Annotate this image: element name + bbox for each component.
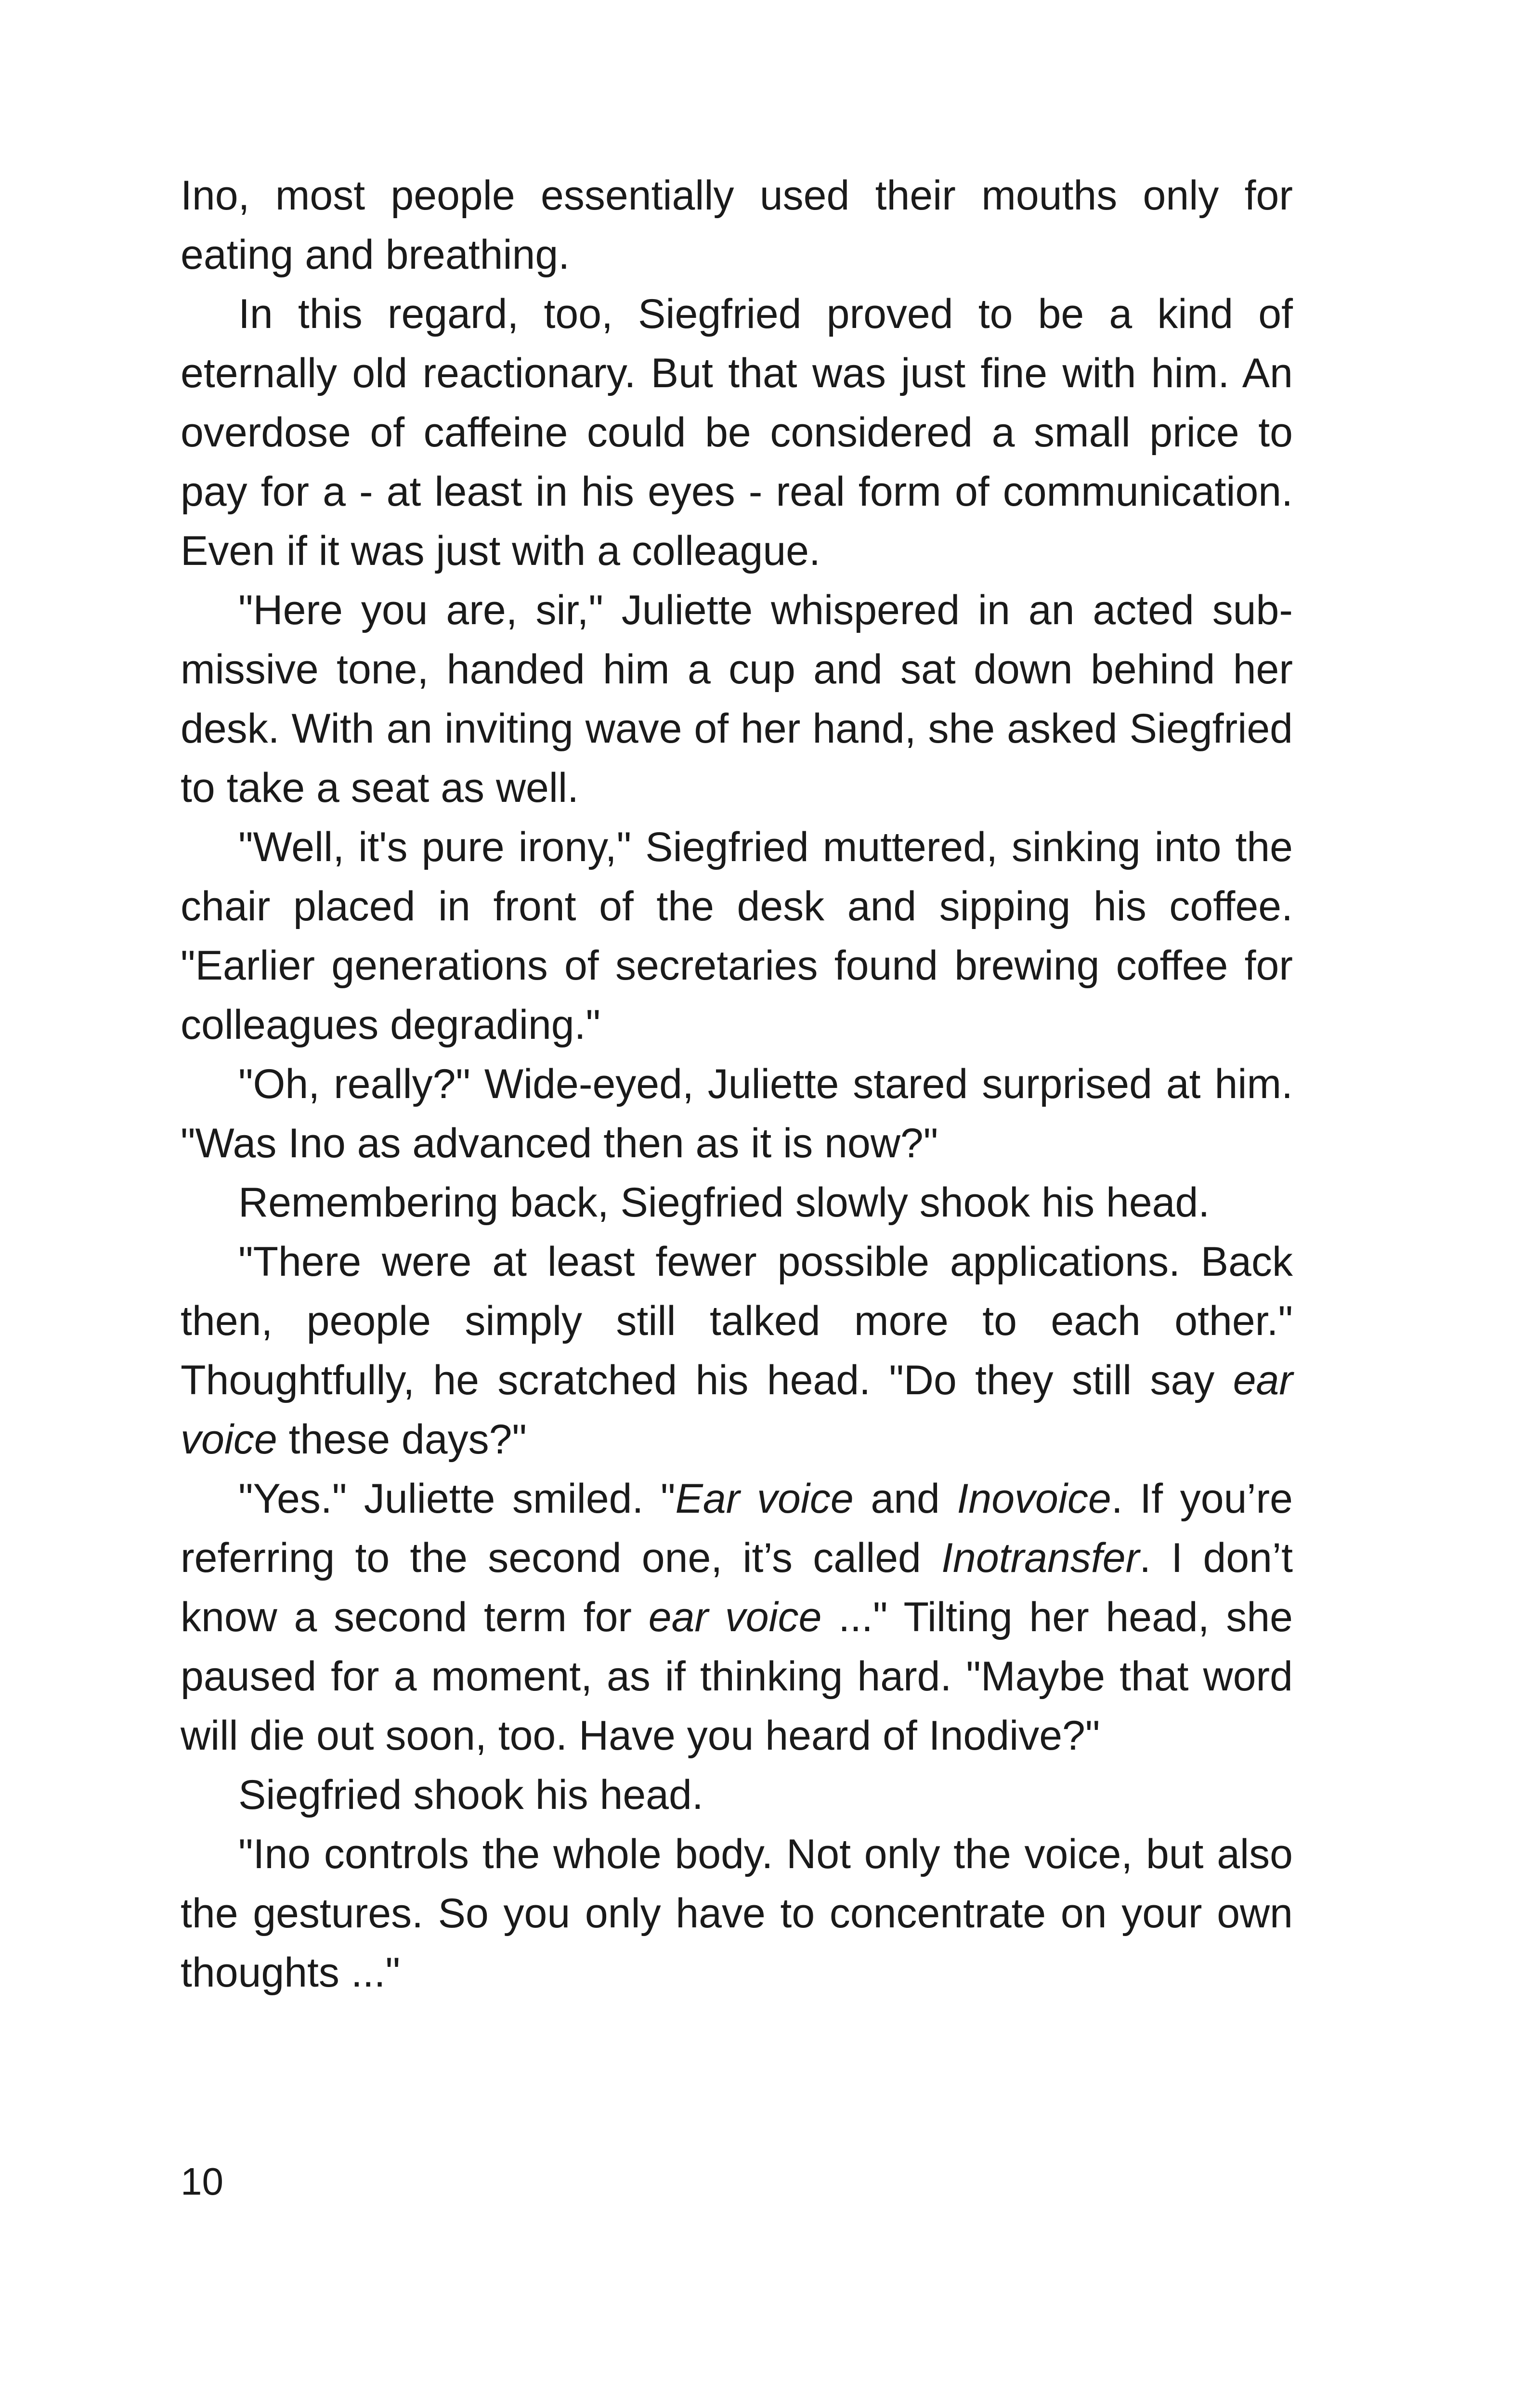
italic-text: Inotransfer [941, 1535, 1140, 1581]
text-run: Remembering back, Siegfried slowly shook his head. [238, 1179, 1210, 1226]
paragraph [181, 1825, 1293, 2002]
paragraph [181, 1766, 1293, 1825]
italic-text: ear voice [648, 1594, 822, 1640]
paragraph [181, 285, 1293, 581]
text-run: Ino, most people essentially used their mouths only for eating and breathing. [181, 172, 1293, 278]
italic-text: ear voice [181, 1357, 1293, 1463]
text-run: "Oh, really?" Wide-eyed, Juliette stared surprised at him. "Was Ino as advanced then as it is now?" [181, 1061, 1293, 1166]
paragraph [181, 1232, 1293, 1469]
paragraph [181, 1173, 1293, 1232]
text-run: "Ino controls the whole body. Not only the voice, but also the gestures. So you only have to concentrate on your own thoughts ..." [181, 1831, 1293, 1996]
text-run: and [853, 1476, 957, 1522]
paragraph [181, 166, 1293, 285]
text-run: "Well, it's pure irony," Siegfried muttered, sinking into the chair placed in front of the desk and sipping his coffee. "Earlier generations of secretaries found brewing coffee for colleagues degrading." [181, 824, 1293, 1048]
text-run: Siegfried shook his head. [238, 1772, 703, 1818]
text-run: "There were at least fewer possible applications. Back then, people simply still talked more to each other." Thoughtfully, he scratched his head. "Do they still say [181, 1239, 1293, 1403]
text-run: . If you’re referring to the second one, it’s called [181, 1476, 1293, 1581]
paragraph [181, 581, 1293, 818]
text-run: ..." Tilting her head, she paused for a moment, as if thinking hard. "Maybe that word will die out soon, too. Have you heard of Inodive?" [181, 1594, 1293, 1759]
italic-text: Ear voice [675, 1476, 854, 1522]
paragraph [181, 1055, 1293, 1173]
italic-text: Inovoice [957, 1476, 1111, 1522]
text-run: In this regard, too, Siegfried proved to be a kind of eternally old reactionary. But that was just fine with him. An overdose of caffeine could be considered a small price to pay for a - at least in his eyes - real form of communication. Even if it was just with a colleague. [181, 291, 1293, 574]
text-run: . I don’t know a second term for [181, 1535, 1293, 1640]
text-run: "Yes." Juliette smiled. " [238, 1476, 676, 1522]
text-run: "Here you are, sir," Juliette whispered in an acted submissive tone, handed him a cup and sat down behind her desk. With an inviting wave of her hand, she asked Siegfried to take a seat as well. [181, 587, 1293, 811]
text-run: these days?" [277, 1416, 527, 1463]
page-number: 10 [181, 2160, 223, 2203]
body-text [181, 166, 1293, 2002]
paragraph [181, 1469, 1293, 1766]
paragraph [181, 818, 1293, 1055]
